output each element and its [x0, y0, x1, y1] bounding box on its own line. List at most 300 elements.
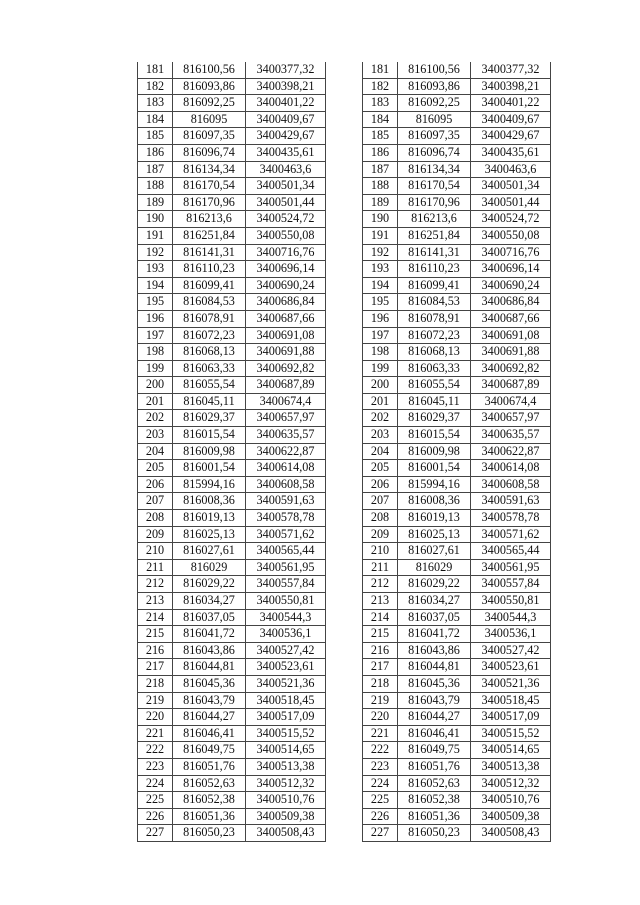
- table-row: [138, 277, 326, 294]
- point-number-cell: 210: [138, 543, 173, 560]
- x-coordinate-cell: 816051,76: [173, 758, 246, 775]
- point-number-cell: 199: [138, 360, 173, 377]
- point-number-cell: 219: [138, 692, 173, 709]
- point-number-cell: 227: [363, 825, 398, 842]
- y-coordinate-cell: 3400578,78: [471, 510, 551, 527]
- x-coordinate-cell: 816043,79: [173, 692, 246, 709]
- point-number-cell: 195: [138, 294, 173, 311]
- table-row: [363, 227, 551, 244]
- point-number-cell: 225: [363, 792, 398, 809]
- y-coordinate-cell: 3400523,61: [246, 659, 326, 676]
- point-number-cell: 185: [138, 128, 173, 145]
- point-number-cell: 212: [363, 576, 398, 593]
- point-number-cell: 185: [363, 128, 398, 145]
- point-number-cell: 198: [363, 344, 398, 361]
- point-number-cell: 194: [138, 277, 173, 294]
- point-number-cell: 206: [138, 476, 173, 493]
- y-coordinate-cell: 3400687,89: [471, 377, 551, 394]
- y-coordinate-cell: 3400591,63: [246, 493, 326, 510]
- point-number-cell: 223: [363, 758, 398, 775]
- x-coordinate-cell: 816037,05: [173, 609, 246, 626]
- table-row: [363, 393, 551, 410]
- table-row: [138, 609, 326, 626]
- table-row: [363, 344, 551, 361]
- table-row: [138, 626, 326, 643]
- y-coordinate-cell: 3400696,14: [246, 261, 326, 278]
- x-coordinate-cell: 816025,13: [173, 526, 246, 543]
- x-coordinate-cell: 816096,74: [398, 144, 471, 161]
- y-coordinate-cell: 3400515,52: [246, 725, 326, 742]
- y-coordinate-cell: 3400501,44: [246, 194, 326, 211]
- y-coordinate-cell: 3400513,38: [246, 758, 326, 775]
- x-coordinate-cell: 816072,23: [173, 327, 246, 344]
- x-coordinate-cell: 816110,23: [173, 261, 246, 278]
- point-number-cell: 209: [138, 526, 173, 543]
- y-coordinate-cell: 3400521,36: [471, 675, 551, 692]
- point-number-cell: 224: [363, 775, 398, 792]
- point-number-cell: 217: [363, 659, 398, 676]
- y-coordinate-cell: 3400686,84: [246, 294, 326, 311]
- y-coordinate-cell: 3400377,32: [246, 62, 326, 78]
- x-coordinate-cell: 816037,05: [398, 609, 471, 626]
- table-row: [363, 659, 551, 676]
- point-number-cell: 201: [138, 393, 173, 410]
- y-coordinate-cell: 3400561,95: [471, 559, 551, 576]
- x-coordinate-cell: 816251,84: [173, 227, 246, 244]
- point-number-cell: 227: [138, 825, 173, 842]
- table-row: [363, 95, 551, 112]
- table-row: [363, 194, 551, 211]
- point-number-cell: 215: [363, 626, 398, 643]
- point-number-cell: 189: [138, 194, 173, 211]
- y-coordinate-cell: 3400686,84: [471, 294, 551, 311]
- point-number-cell: 221: [138, 725, 173, 742]
- y-coordinate-cell: 3400517,09: [246, 709, 326, 726]
- point-number-cell: 188: [138, 178, 173, 195]
- y-coordinate-cell: 3400674,4: [246, 393, 326, 410]
- table-row: [363, 725, 551, 742]
- x-coordinate-cell: 816093,86: [398, 78, 471, 95]
- point-number-cell: 195: [363, 294, 398, 311]
- x-coordinate-cell: 816141,31: [173, 244, 246, 261]
- x-coordinate-cell: 816029,22: [398, 576, 471, 593]
- y-coordinate-cell: 3400691,08: [246, 327, 326, 344]
- x-coordinate-cell: 816068,13: [173, 344, 246, 361]
- point-number-cell: 199: [363, 360, 398, 377]
- point-number-cell: 223: [138, 758, 173, 775]
- point-number-cell: 182: [138, 78, 173, 95]
- table-row: [138, 659, 326, 676]
- y-coordinate-cell: 3400696,14: [471, 261, 551, 278]
- x-coordinate-cell: 816034,27: [398, 593, 471, 610]
- y-coordinate-cell: 3400401,22: [471, 95, 551, 112]
- table-row: [363, 244, 551, 261]
- y-coordinate-cell: 3400512,32: [471, 775, 551, 792]
- x-coordinate-cell: 816052,63: [398, 775, 471, 792]
- table-row: [138, 111, 326, 128]
- x-coordinate-cell: 816050,23: [173, 825, 246, 842]
- table-row: [138, 178, 326, 195]
- table-row: [363, 111, 551, 128]
- table-row: [138, 742, 326, 759]
- x-coordinate-cell: 816008,36: [173, 493, 246, 510]
- x-coordinate-cell: 816045,11: [398, 393, 471, 410]
- point-number-cell: 193: [363, 261, 398, 278]
- y-coordinate-cell: 3400622,87: [471, 443, 551, 460]
- point-number-cell: 183: [138, 95, 173, 112]
- x-coordinate-cell: 815994,16: [398, 476, 471, 493]
- point-number-cell: 221: [363, 725, 398, 742]
- x-coordinate-cell: 816084,53: [173, 294, 246, 311]
- table-row: [363, 144, 551, 161]
- point-number-cell: 204: [138, 443, 173, 460]
- point-number-cell: 200: [138, 377, 173, 394]
- x-coordinate-cell: 816041,72: [173, 626, 246, 643]
- table-row: [138, 327, 326, 344]
- point-number-cell: 207: [138, 493, 173, 510]
- y-coordinate-cell: 3400501,34: [246, 178, 326, 195]
- point-number-cell: 211: [363, 559, 398, 576]
- table-row: [138, 758, 326, 775]
- point-number-cell: 214: [138, 609, 173, 626]
- x-coordinate-cell: 815994,16: [173, 476, 246, 493]
- y-coordinate-cell: 3400674,4: [471, 393, 551, 410]
- x-coordinate-cell: 816213,6: [398, 211, 471, 228]
- x-coordinate-cell: 816099,41: [173, 277, 246, 294]
- x-coordinate-cell: 816029: [398, 559, 471, 576]
- y-coordinate-cell: 3400571,62: [471, 526, 551, 543]
- y-coordinate-cell: 3400513,38: [471, 758, 551, 775]
- y-coordinate-cell: 3400608,58: [471, 476, 551, 493]
- y-coordinate-cell: 3400518,45: [471, 692, 551, 709]
- x-coordinate-cell: 816170,54: [173, 178, 246, 195]
- y-coordinate-cell: 3400622,87: [246, 443, 326, 460]
- y-coordinate-cell: 3400687,89: [246, 377, 326, 394]
- point-number-cell: 205: [138, 460, 173, 477]
- point-number-cell: 201: [363, 393, 398, 410]
- y-coordinate-cell: 3400557,84: [246, 576, 326, 593]
- table-row: [363, 808, 551, 825]
- table-row: [363, 360, 551, 377]
- table-row: [363, 758, 551, 775]
- x-coordinate-cell: 816050,23: [398, 825, 471, 842]
- y-coordinate-cell: 3400544,3: [471, 609, 551, 626]
- x-coordinate-cell: 816045,11: [173, 393, 246, 410]
- x-coordinate-cell: 816078,91: [173, 310, 246, 327]
- y-coordinate-cell: 3400501,34: [471, 178, 551, 195]
- y-coordinate-cell: 3400510,76: [471, 792, 551, 809]
- table-row: [363, 709, 551, 726]
- x-coordinate-cell: 816025,13: [398, 526, 471, 543]
- y-coordinate-cell: 3400544,3: [246, 609, 326, 626]
- y-coordinate-cell: 3400377,32: [471, 62, 551, 78]
- x-coordinate-cell: 816044,81: [398, 659, 471, 676]
- point-number-cell: 204: [363, 443, 398, 460]
- x-coordinate-cell: 816009,98: [173, 443, 246, 460]
- y-coordinate-cell: 3400565,44: [471, 543, 551, 560]
- y-coordinate-cell: 3400501,44: [471, 194, 551, 211]
- table-row: [363, 443, 551, 460]
- y-coordinate-cell: 3400716,76: [246, 244, 326, 261]
- point-number-cell: 200: [363, 377, 398, 394]
- y-coordinate-cell: 3400536,1: [471, 626, 551, 643]
- y-coordinate-cell: 3400524,72: [246, 211, 326, 228]
- table-row: [363, 476, 551, 493]
- point-number-cell: 211: [138, 559, 173, 576]
- point-number-cell: 189: [363, 194, 398, 211]
- point-number-cell: 184: [363, 111, 398, 128]
- y-coordinate-cell: 3400435,61: [471, 144, 551, 161]
- y-coordinate-cell: 3400692,82: [246, 360, 326, 377]
- point-number-cell: 218: [363, 675, 398, 692]
- point-number-cell: 220: [138, 709, 173, 726]
- table-row: [138, 211, 326, 228]
- point-number-cell: 181: [363, 62, 398, 78]
- x-coordinate-cell: 816063,33: [398, 360, 471, 377]
- y-coordinate-cell: 3400550,81: [471, 593, 551, 610]
- table-row: [363, 62, 551, 78]
- y-coordinate-cell: 3400435,61: [246, 144, 326, 161]
- table-row: [138, 526, 326, 543]
- x-coordinate-cell: 816008,36: [398, 493, 471, 510]
- table-row: [138, 493, 326, 510]
- table-row: [138, 194, 326, 211]
- table-row: [363, 460, 551, 477]
- x-coordinate-cell: 816044,27: [173, 709, 246, 726]
- x-coordinate-cell: 816044,81: [173, 659, 246, 676]
- point-number-cell: 193: [138, 261, 173, 278]
- table-row: [138, 261, 326, 278]
- y-coordinate-cell: 3400527,42: [246, 642, 326, 659]
- table-row: [138, 675, 326, 692]
- x-coordinate-cell: 816084,53: [398, 294, 471, 311]
- point-number-cell: 218: [138, 675, 173, 692]
- x-coordinate-cell: 816046,41: [173, 725, 246, 742]
- y-coordinate-cell: 3400550,08: [246, 227, 326, 244]
- y-coordinate-cell: 3400512,32: [246, 775, 326, 792]
- point-number-cell: 205: [363, 460, 398, 477]
- x-coordinate-cell: 816015,54: [398, 427, 471, 444]
- point-number-cell: 219: [363, 692, 398, 709]
- y-coordinate-cell: 3400518,45: [246, 692, 326, 709]
- point-number-cell: 222: [363, 742, 398, 759]
- table-row: [138, 593, 326, 610]
- y-coordinate-cell: 3400561,95: [246, 559, 326, 576]
- point-number-cell: 224: [138, 775, 173, 792]
- x-coordinate-cell: 816097,35: [173, 128, 246, 145]
- x-coordinate-cell: 816001,54: [173, 460, 246, 477]
- table-row: [138, 460, 326, 477]
- point-number-cell: 188: [363, 178, 398, 195]
- point-number-cell: 186: [363, 144, 398, 161]
- y-coordinate-cell: 3400690,24: [246, 277, 326, 294]
- y-coordinate-cell: 3400657,97: [246, 410, 326, 427]
- table-row: [363, 543, 551, 560]
- y-coordinate-cell: 3400401,22: [246, 95, 326, 112]
- table-row: [138, 227, 326, 244]
- x-coordinate-cell: 816141,31: [398, 244, 471, 261]
- point-number-cell: 208: [363, 510, 398, 527]
- point-number-cell: 184: [138, 111, 173, 128]
- x-coordinate-cell: 816134,34: [173, 161, 246, 178]
- table-row: [363, 559, 551, 576]
- x-coordinate-cell: 816049,75: [398, 742, 471, 759]
- y-coordinate-cell: 3400614,08: [246, 460, 326, 477]
- x-coordinate-cell: 816051,36: [398, 808, 471, 825]
- x-coordinate-cell: 816092,25: [398, 95, 471, 112]
- y-coordinate-cell: 3400657,97: [471, 410, 551, 427]
- x-coordinate-cell: 816009,98: [398, 443, 471, 460]
- y-coordinate-cell: 3400514,65: [471, 742, 551, 759]
- table-row: [363, 78, 551, 95]
- point-number-cell: 213: [138, 593, 173, 610]
- point-number-cell: 181: [138, 62, 173, 78]
- table-row: [138, 642, 326, 659]
- x-coordinate-cell: 816043,86: [173, 642, 246, 659]
- point-number-cell: 192: [363, 244, 398, 261]
- point-number-cell: 206: [363, 476, 398, 493]
- x-coordinate-cell: 816052,38: [398, 792, 471, 809]
- x-coordinate-cell: 816045,36: [398, 675, 471, 692]
- table-row: [363, 294, 551, 311]
- x-coordinate-cell: 816170,54: [398, 178, 471, 195]
- y-coordinate-cell: 3400508,43: [246, 825, 326, 842]
- x-coordinate-cell: 816134,34: [398, 161, 471, 178]
- point-number-cell: 196: [138, 310, 173, 327]
- table-row: [363, 410, 551, 427]
- coordinates-table-left: [137, 62, 326, 842]
- point-number-cell: 214: [363, 609, 398, 626]
- x-coordinate-cell: 816045,36: [173, 675, 246, 692]
- table-row: [363, 310, 551, 327]
- table-row: [363, 277, 551, 294]
- table-row: [138, 144, 326, 161]
- y-coordinate-cell: 3400429,67: [471, 128, 551, 145]
- y-coordinate-cell: 3400463,6: [471, 161, 551, 178]
- y-coordinate-cell: 3400687,66: [471, 310, 551, 327]
- y-coordinate-cell: 3400550,08: [471, 227, 551, 244]
- x-coordinate-cell: 816029: [173, 559, 246, 576]
- table-row: [138, 62, 326, 78]
- point-number-cell: 196: [363, 310, 398, 327]
- y-coordinate-cell: 3400398,21: [471, 78, 551, 95]
- x-coordinate-cell: 816051,36: [173, 808, 246, 825]
- point-number-cell: 192: [138, 244, 173, 261]
- x-coordinate-cell: 816029,37: [173, 410, 246, 427]
- x-coordinate-cell: 816001,54: [398, 460, 471, 477]
- x-coordinate-cell: 816052,38: [173, 792, 246, 809]
- table-row: [363, 510, 551, 527]
- x-coordinate-cell: 816043,86: [398, 642, 471, 659]
- y-coordinate-cell: 3400514,65: [246, 742, 326, 759]
- table-row: [138, 410, 326, 427]
- point-number-cell: 194: [363, 277, 398, 294]
- y-coordinate-cell: 3400608,58: [246, 476, 326, 493]
- y-coordinate-cell: 3400578,78: [246, 510, 326, 527]
- table-row: [363, 675, 551, 692]
- y-coordinate-cell: 3400687,66: [246, 310, 326, 327]
- y-coordinate-cell: 3400463,6: [246, 161, 326, 178]
- y-coordinate-cell: 3400571,62: [246, 526, 326, 543]
- y-coordinate-cell: 3400692,82: [471, 360, 551, 377]
- y-coordinate-cell: 3400409,67: [246, 111, 326, 128]
- x-coordinate-cell: 816015,54: [173, 427, 246, 444]
- x-coordinate-cell: 816055,54: [398, 377, 471, 394]
- table-row: [138, 244, 326, 261]
- x-coordinate-cell: 816027,61: [173, 543, 246, 560]
- table-row: [363, 593, 551, 610]
- y-coordinate-cell: 3400635,57: [246, 427, 326, 444]
- x-coordinate-cell: 816100,56: [398, 62, 471, 78]
- table-row: [363, 261, 551, 278]
- x-coordinate-cell: 816029,37: [398, 410, 471, 427]
- x-coordinate-cell: 816096,74: [173, 144, 246, 161]
- y-coordinate-cell: 3400398,21: [246, 78, 326, 95]
- table-row: [138, 78, 326, 95]
- x-coordinate-cell: 816055,54: [173, 377, 246, 394]
- table-row: [138, 310, 326, 327]
- table-row: [138, 775, 326, 792]
- table-row: [138, 476, 326, 493]
- y-coordinate-cell: 3400508,43: [471, 825, 551, 842]
- point-number-cell: 203: [138, 427, 173, 444]
- table-row: [363, 128, 551, 145]
- point-number-cell: 187: [138, 161, 173, 178]
- y-coordinate-cell: 3400515,52: [471, 725, 551, 742]
- table-row: [138, 808, 326, 825]
- point-number-cell: 213: [363, 593, 398, 610]
- point-number-cell: 222: [138, 742, 173, 759]
- x-coordinate-cell: 816170,96: [398, 194, 471, 211]
- y-coordinate-cell: 3400429,67: [246, 128, 326, 145]
- table-row: [138, 95, 326, 112]
- point-number-cell: 215: [138, 626, 173, 643]
- x-coordinate-cell: 816027,61: [398, 543, 471, 560]
- table-row: [363, 792, 551, 809]
- point-number-cell: 197: [138, 327, 173, 344]
- table-row: [138, 543, 326, 560]
- point-number-cell: 210: [363, 543, 398, 560]
- x-coordinate-cell: 816019,13: [173, 510, 246, 527]
- point-number-cell: 202: [363, 410, 398, 427]
- table-row: [363, 493, 551, 510]
- point-number-cell: 186: [138, 144, 173, 161]
- coordinates-table-right: [362, 62, 551, 842]
- table-row: [138, 692, 326, 709]
- point-number-cell: 220: [363, 709, 398, 726]
- table-row: [363, 377, 551, 394]
- point-number-cell: 182: [363, 78, 398, 95]
- x-coordinate-cell: 816068,13: [398, 344, 471, 361]
- y-coordinate-cell: 3400521,36: [246, 675, 326, 692]
- point-number-cell: 197: [363, 327, 398, 344]
- x-coordinate-cell: 816097,35: [398, 128, 471, 145]
- table-row: [138, 443, 326, 460]
- point-number-cell: 217: [138, 659, 173, 676]
- y-coordinate-cell: 3400524,72: [471, 211, 551, 228]
- point-number-cell: 190: [138, 211, 173, 228]
- table-row: [138, 128, 326, 145]
- table-row: [363, 576, 551, 593]
- table-row: [363, 526, 551, 543]
- point-number-cell: 191: [138, 227, 173, 244]
- y-coordinate-cell: 3400690,24: [471, 277, 551, 294]
- x-coordinate-cell: 816044,27: [398, 709, 471, 726]
- x-coordinate-cell: 816063,33: [173, 360, 246, 377]
- y-coordinate-cell: 3400635,57: [471, 427, 551, 444]
- y-coordinate-cell: 3400565,44: [246, 543, 326, 560]
- table-row: [363, 626, 551, 643]
